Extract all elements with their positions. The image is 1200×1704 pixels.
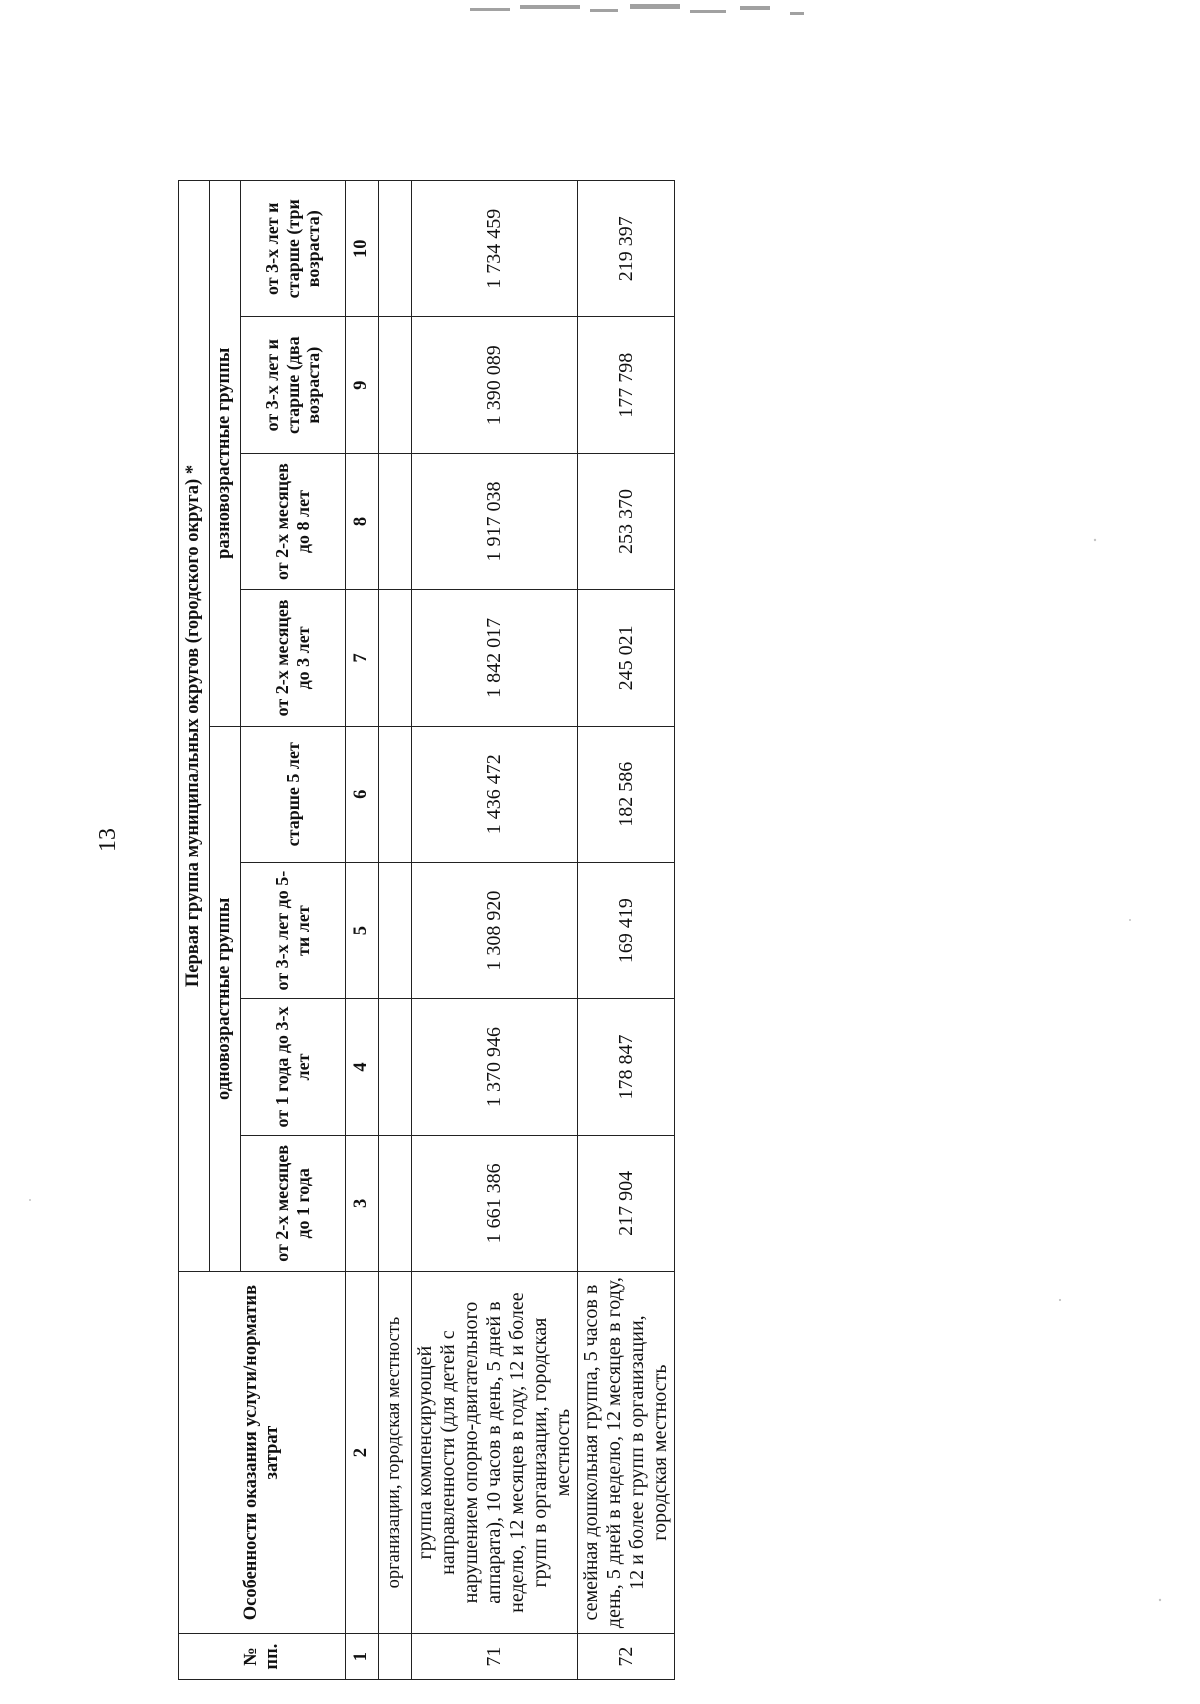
column-number: 10 [346, 181, 379, 318]
column-number: 1 [346, 1634, 379, 1680]
page-number: 13 [95, 828, 121, 852]
section-empty-cell [379, 181, 412, 318]
header-group-mixed-age: разновозрастные группы [210, 181, 241, 727]
row-description: группа компенсирующей направленности (для детей с нарушением опорно-двигательного аппарата), 10 часов в день, 5 дней в неделю, 12 месяцев в году, 12 и более групп в организации, городская местность [412, 1272, 578, 1634]
section-empty-cell [379, 317, 412, 453]
section-no-cell [379, 1634, 412, 1680]
section-row [379, 181, 412, 1680]
cost-value: 1 308 920 [412, 862, 578, 998]
header-category: Первая группа муниципальных округов (городского округа) * [179, 181, 210, 1272]
section-empty-cell [379, 453, 412, 589]
header-age: старше 5 лет [241, 726, 346, 862]
cost-value: 1 734 459 [412, 181, 578, 318]
table-row [578, 181, 675, 1680]
cost-value: 1 390 089 [412, 317, 578, 453]
section-empty-cell [379, 590, 412, 726]
cost-value: 1 917 038 [412, 453, 578, 589]
section-empty-cell [379, 862, 412, 998]
header-no: № пп. [179, 1634, 346, 1680]
header-age: от 2-х месяцев до 1 года [241, 1135, 346, 1271]
cost-value: 1 436 472 [412, 726, 578, 862]
row-number: 72 [578, 1634, 675, 1680]
header-age: от 2-х месяцев до 3 лет [241, 590, 346, 726]
cost-value: 1 842 017 [412, 590, 578, 726]
row-number: 71 [412, 1634, 578, 1680]
column-number: 6 [346, 726, 379, 862]
cost-value: 178 847 [578, 999, 675, 1135]
column-number: 8 [346, 453, 379, 589]
cost-value: 253 370 [578, 453, 675, 589]
cost-value: 217 904 [578, 1135, 675, 1271]
column-number: 5 [346, 862, 379, 998]
header-age: от 3-х лет и старше (три возраста) [241, 181, 346, 318]
cost-value: 177 798 [578, 317, 675, 453]
column-number: 4 [346, 999, 379, 1135]
row-description: семейная дошкольная группа, 5 часов в день, 5 дней в неделю, 12 месяцев в году, 12 и более групп в организации, городская местность [578, 1272, 675, 1634]
section-label: организации, городская местность [379, 1272, 412, 1634]
column-number: 7 [346, 590, 379, 726]
header-age: от 3-х лет и старше (два возраста) [241, 317, 346, 453]
header-desc: Особенности оказания услуги/норматив затрат [179, 1272, 346, 1634]
header-age: от 2-х месяцев до 8 лет [241, 453, 346, 589]
rotated-table-container [178, 180, 671, 1680]
section-empty-cell [379, 1135, 412, 1271]
cost-value: 169 419 [578, 862, 675, 998]
column-number: 3 [346, 1135, 379, 1271]
cost-standards-table [178, 180, 675, 1680]
cost-value: 245 021 [578, 590, 675, 726]
table-row [412, 181, 578, 1680]
header-age: от 3-х лет до 5-ти лет [241, 862, 346, 998]
cost-value: 1 661 386 [412, 1135, 578, 1271]
cost-value: 182 586 [578, 726, 675, 862]
header-group-single-age: одновозрастные группы [210, 726, 241, 1271]
section-empty-cell [379, 999, 412, 1135]
header-age: от 1 года до 3-х лет [241, 999, 346, 1135]
column-number: 2 [346, 1272, 379, 1634]
cost-value: 219 397 [578, 181, 675, 318]
column-number: 9 [346, 317, 379, 453]
cost-value: 1 370 946 [412, 999, 578, 1135]
section-empty-cell [379, 726, 412, 862]
